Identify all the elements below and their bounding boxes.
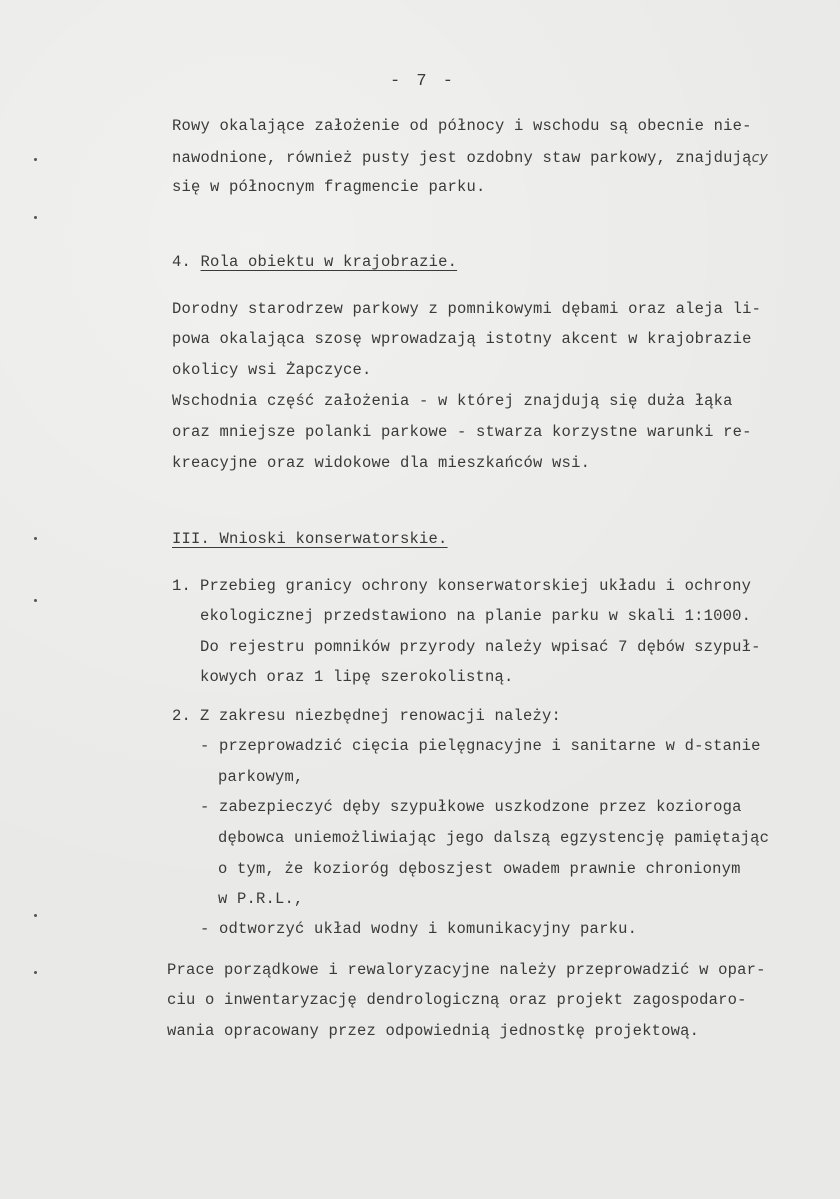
item1-line-3: Do rejestru pomników przyrody należy wpisać 7 dębów szypuł- (200, 638, 761, 656)
section-4-title: Rola obiektu w krajobrazie. (200, 253, 458, 271)
item1-line-4: kowych oraz 1 lipę szerokolistną. (200, 668, 514, 686)
para2-line-5: oraz mniejsze polanki parkowe - stwarza korzystne warunki re- (172, 423, 752, 441)
item2-intro: Z zakresu niezbędnej renowacji należy: (200, 707, 562, 725)
para1-line-1: Rowy okalające założenie od północy i wschodu są obecnie nie- (172, 117, 752, 135)
para3-line-2: ciu o inwentaryzację dendrologiczną oraz projekt zagospodaro- (167, 991, 747, 1009)
item2-line-6: w P.R.L., (218, 890, 304, 908)
para1-line-3: się w północnym fragmencie parku. (172, 178, 486, 196)
margin-speck (34, 914, 37, 917)
section-4-number: 4. (172, 253, 192, 271)
section-3-title: III. Wnioski konserwatorskie. (172, 530, 448, 548)
para2-line-4: Wschodnia część założenia - w której znajdują się duża łąka (172, 392, 733, 410)
para1-line-2 (172, 149, 768, 167)
handwritten-correction: cy (751, 150, 768, 166)
margin-speck (34, 971, 37, 974)
item2-number: 2. (172, 707, 192, 725)
item1-number: 1. (172, 577, 192, 595)
margin-speck (34, 216, 37, 219)
margin-speck (34, 158, 37, 161)
margin-speck (34, 537, 37, 540)
para2-line-2: powa okalająca szosę wprowadzają istotny akcent w krajobrazie (172, 330, 752, 348)
section-4-heading (172, 253, 457, 271)
page-number: - 7 - (390, 72, 457, 91)
para1-line-2-text: nawodnione, również pusty jest ozdobny staw parkowy, znajdują (172, 149, 752, 167)
item2-line-5: o tym, że kozioróg dęboszjest owadem prawnie chronionym (218, 860, 741, 878)
item2-line-7: - odtworzyć układ wodny i komunikacyjny parku. (200, 920, 638, 938)
para2-line-6: kreacyjne oraz widokowe dla mieszkańców wsi. (172, 454, 591, 472)
item2-line-4: dębowca uniemożliwiając jego dalszą egzystencję pamiętając (218, 829, 770, 847)
item2-line-2: parkowym, (218, 768, 304, 786)
para2-line-1: Dorodny starodrzew parkowy z pomnikowymi dębami oraz aleja li- (172, 300, 762, 318)
margin-speck (34, 599, 37, 602)
item2-line-3: - zabezpieczyć dęby szypułkowe uszkodzone przez kozioroga (200, 798, 742, 816)
para2-line-3: okolicy wsi Żapczyce. (172, 361, 372, 379)
item1-line-1: Przebieg granicy ochrony konserwatorskiej układu i ochrony (200, 577, 752, 595)
para3-line-3: wania opracowany przez odpowiednią jednostkę projektową. (167, 1022, 700, 1040)
section-3-heading (172, 530, 448, 548)
item2-line-1: - przeprowadzić cięcia pielęgnacyjne i sanitarne w d-stanie (200, 737, 761, 755)
para3-line-1: Prace porządkowe i rewaloryzacyjne należy przeprowadzić w opar- (167, 961, 766, 979)
item1-line-2: ekologicznej przedstawiono na planie parku w skali 1:1000. (200, 607, 752, 625)
